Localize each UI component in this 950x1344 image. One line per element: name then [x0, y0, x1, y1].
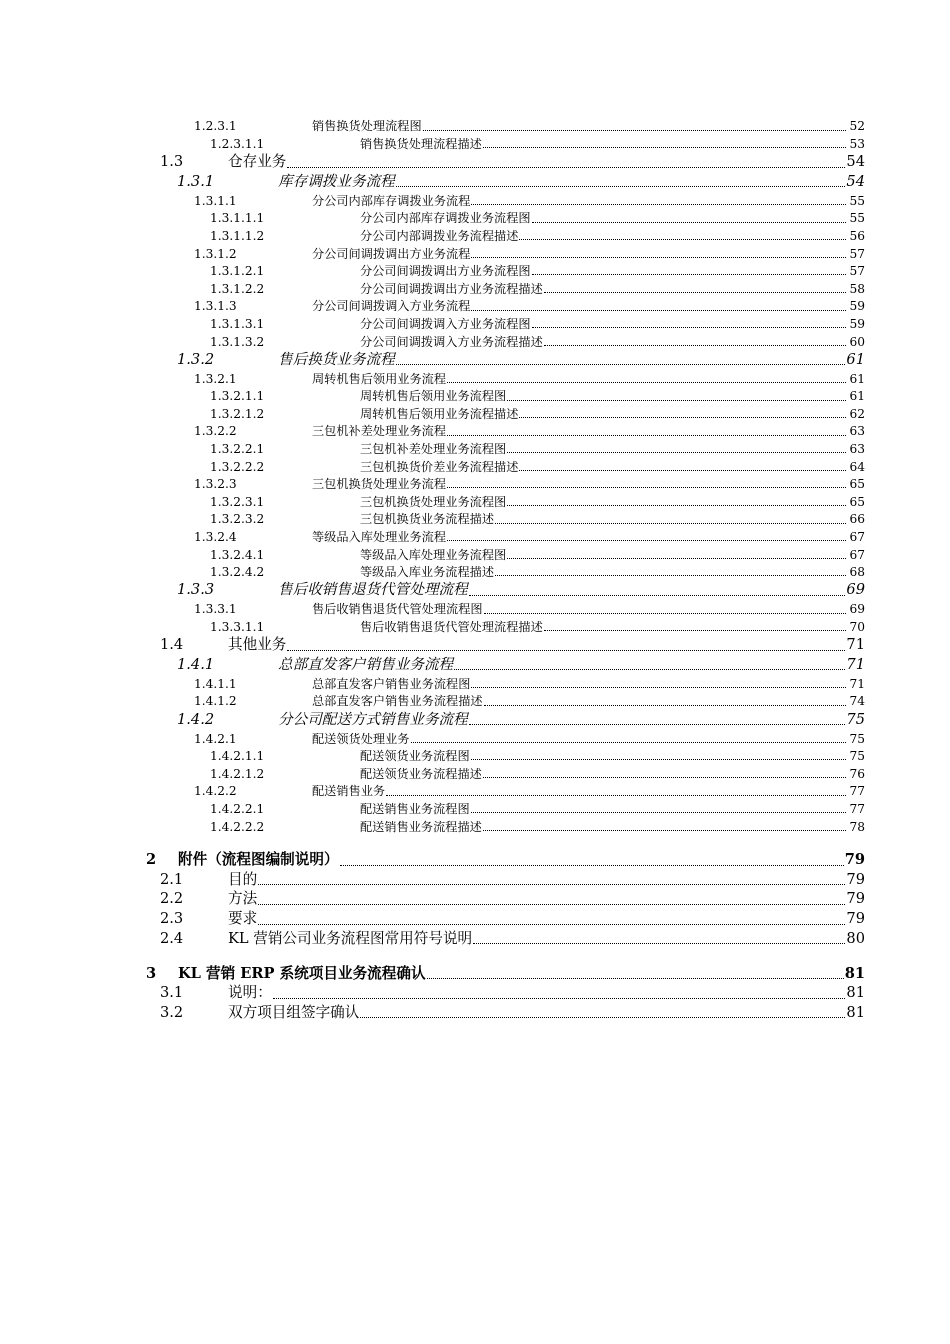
toc-entry-number: 1.3.1.2: [194, 246, 237, 261]
toc-entry-page-number: 75: [849, 749, 865, 764]
toc-entry[interactable]: [0, 349, 950, 369]
toc-entry[interactable]: [0, 654, 950, 674]
toc-entry-number: 1.3.3.1.1: [210, 620, 265, 635]
toc-entry-number: 2: [146, 851, 157, 869]
toc-entry-title: 说明：: [228, 984, 272, 1002]
toc-entry-number: 1.3.2.1.2: [210, 406, 265, 421]
toc-entry[interactable]: [0, 634, 950, 654]
toc-entry-page-number: 59: [849, 316, 865, 331]
toc-entry[interactable]: [0, 404, 950, 422]
toc-entry-number: 1.4.2: [177, 710, 215, 728]
toc-entry-number: 1.3.2.2: [194, 424, 237, 439]
toc-entry-number: 1.3.1.2.1: [210, 264, 265, 279]
toc-leader-dots: [258, 924, 845, 925]
toc-leader-dots: [532, 327, 846, 328]
toc-entry-title: 分公司间调拨调入方业务流程: [312, 299, 471, 314]
toc-entry-title: 三包机换货业务流程描述: [360, 512, 495, 527]
toc-leader-dots: [483, 777, 846, 778]
toc-entry-page-number: 81: [846, 984, 865, 1002]
toc-leader-dots: [447, 435, 846, 436]
toc-entry-page-number: 61: [846, 350, 865, 368]
toc-entry-page-number: 61: [849, 389, 865, 404]
toc-entry-title: 售后收销售退货代管处理流程描述: [360, 620, 543, 635]
toc-entry[interactable]: [0, 527, 950, 545]
toc-entry[interactable]: [0, 928, 950, 948]
toc-leader-dots: [483, 147, 846, 148]
toc-entry-page-number: 71: [846, 636, 865, 654]
toc-entry-number: 1.3.1.1.1: [210, 211, 265, 226]
toc-entry-page-number: 79: [846, 890, 865, 908]
toc-entry-page-number: 81: [846, 1003, 865, 1021]
toc-entry[interactable]: [0, 691, 950, 709]
toc-leader-dots: [532, 274, 846, 275]
toc-entry-number: 1.3.2.1.1: [210, 389, 265, 404]
toc-entry-page-number: 57: [849, 246, 865, 261]
toc-leader-dots: [519, 470, 846, 471]
toc-entry-title: 三包机换货价差业务流程描述: [360, 459, 519, 474]
toc-leader-dots: [396, 186, 845, 187]
toc-entry-page-number: 60: [849, 334, 865, 349]
toc-leader-dots: [495, 523, 846, 524]
toc-entry-page-number: 75: [846, 710, 865, 728]
toc-leader-dots: [386, 795, 846, 796]
toc-entry-title: 要求: [228, 909, 258, 927]
toc-entry-title: 分公司间调拨调出方业务流程图: [360, 264, 531, 279]
toc-entry-title: 销售换货处理流程描述: [360, 136, 482, 151]
toc-entry[interactable]: [0, 456, 950, 474]
toc-entry[interactable]: [0, 709, 950, 729]
toc-entry-page-number: 67: [849, 547, 865, 562]
toc-entry[interactable]: [0, 261, 950, 279]
toc-leader-dots: [471, 687, 846, 688]
toc-entry-title: 等级品入库业务流程描述: [360, 565, 495, 580]
toc-entry-title: 配送领货业务流程描述: [360, 766, 482, 781]
toc-leader-dots: [427, 978, 844, 979]
toc-entry-title: 库存调拨业务流程: [278, 172, 395, 190]
toc-leader-dots: [544, 345, 846, 346]
toc-entry[interactable]: [0, 296, 950, 314]
toc-entry-number: 3.2: [160, 1003, 184, 1021]
toc-leader-dots: [471, 310, 846, 311]
toc-entry-number: 3.1: [160, 984, 184, 1002]
toc-entry-number: 1.4.1: [177, 655, 215, 673]
toc-leader-dots: [447, 540, 846, 541]
toc-entry-title: 售后换货业务流程: [278, 350, 395, 368]
toc-leader-dots: [340, 865, 844, 866]
toc-entry-number: 2.4: [160, 929, 184, 947]
toc-entry-title: 三包机补差处理业务流程图: [360, 442, 507, 457]
toc-entry-number: 1.3.2.4.2: [210, 565, 265, 580]
toc-entry-title: 三包机换货处理业务流程图: [360, 494, 507, 509]
toc-entry-number: 1.4.1.1: [194, 676, 237, 691]
toc-entry[interactable]: [0, 763, 950, 781]
toc-entry[interactable]: [0, 368, 950, 386]
toc-entry-title: KL 营销公司业务流程图常用符号说明: [228, 929, 473, 947]
toc-entry-title: 分公司内部库存调拨业务流程: [312, 193, 471, 208]
toc-entry-page-number: 71: [846, 655, 865, 673]
table-of-contents: [0, 116, 950, 1021]
toc-leader-dots: [454, 669, 845, 670]
toc-entry[interactable]: [0, 746, 950, 764]
toc-entry-page-number: 80: [846, 929, 865, 947]
toc-entry-page-number: 69: [849, 602, 865, 617]
toc-entry-page-number: 69: [846, 581, 865, 599]
toc-entry[interactable]: [0, 474, 950, 492]
toc-leader-dots: [360, 1017, 845, 1018]
toc-entry-title: 配送领货业务流程图: [360, 749, 470, 764]
toc-entry-page-number: 57: [849, 264, 865, 279]
toc-entry-number: 2.3: [160, 909, 184, 927]
toc-entry-page-number: 79: [846, 909, 865, 927]
toc-entry[interactable]: [0, 386, 950, 404]
toc-entry[interactable]: [0, 888, 950, 908]
toc-entry-title: 销售换货处理流程图: [312, 119, 422, 134]
toc-entry-number: 1.3.3.1: [194, 602, 237, 617]
toc-entry-number: 1.3.1.2.2: [210, 281, 265, 296]
toc-leader-dots: [544, 292, 846, 293]
toc-entry-title: 总部直发客户销售业务流程图: [312, 676, 471, 691]
toc-entry-number: 1.3.2: [177, 350, 215, 368]
toc-leader-dots: [473, 943, 845, 944]
toc-leader-dots: [471, 812, 846, 813]
toc-entry-page-number: 67: [849, 530, 865, 545]
toc-entry-number: 1.3.2.4: [194, 530, 237, 545]
toc-leader-dots: [507, 400, 846, 401]
toc-entry-title: 周转机售后领用业务流程: [312, 371, 447, 386]
toc-leader-dots: [483, 830, 846, 831]
toc-entry-title: 配送领货处理业务: [312, 731, 410, 746]
toc-entry-page-number: 70: [849, 620, 865, 635]
toc-entry-page-number: 53: [849, 136, 865, 151]
toc-leader-dots: [484, 705, 846, 706]
toc-entry-page-number: 63: [849, 442, 865, 457]
toc-entry[interactable]: [0, 151, 950, 171]
toc-entry-title: 分公司间调拨调出方业务流程: [312, 246, 471, 261]
toc-entry-number: 1.3.1.1: [194, 193, 237, 208]
toc-entry-page-number: 75: [849, 731, 865, 746]
toc-entry-page-number: 79: [844, 851, 865, 869]
toc-entry-page-number: 81: [844, 964, 865, 982]
toc-leader-dots: [469, 595, 845, 596]
toc-entry-page-number: 58: [849, 281, 865, 296]
toc-entry-number: 1.2.3.1: [194, 119, 237, 134]
toc-entry[interactable]: [0, 1002, 950, 1022]
toc-entry-page-number: 54: [846, 172, 865, 190]
toc-entry-number: 1.3.2.2.2: [210, 459, 265, 474]
toc-entry-title: 仓存业务: [228, 153, 287, 171]
toc-entry[interactable]: [0, 278, 950, 296]
toc-entry-page-number: 65: [849, 494, 865, 509]
toc-leader-dots: [273, 998, 845, 999]
toc-entry-number: 1.4.2.2.2: [210, 819, 265, 834]
toc-entry-number: 1.3.1.3.2: [210, 334, 265, 349]
toc-entry-page-number: 78: [849, 819, 865, 834]
toc-entry-title: 售后收销售退货代管处理流程图: [312, 602, 483, 617]
toc-entry[interactable]: [0, 617, 950, 635]
toc-entry-title: 分公司内部调拨业务流程描述: [360, 228, 519, 243]
toc-leader-dots: [471, 759, 846, 760]
toc-entry-page-number: 61: [849, 371, 865, 386]
toc-leader-dots: [411, 742, 846, 743]
toc-entry[interactable]: [0, 243, 950, 261]
toc-entry-number: 1.4.2.1.1: [210, 749, 265, 764]
toc-entry[interactable]: [0, 673, 950, 691]
toc-entry-number: 1.3.2.4.1: [210, 547, 265, 562]
toc-entry-number: 1.3.2.3.2: [210, 512, 265, 527]
toc-entry[interactable]: [0, 314, 950, 332]
toc-entry[interactable]: [0, 869, 950, 889]
toc-leader-dots: [532, 222, 846, 223]
toc-leader-dots: [287, 650, 845, 651]
toc-entry-title: 配送销售业务流程描述: [360, 819, 482, 834]
toc-entry[interactable]: [0, 947, 950, 982]
toc-entry-number: 1.4.2.1.2: [210, 766, 265, 781]
toc-entry-number: 1.3.1.3.1: [210, 316, 265, 331]
toc-entry[interactable]: [0, 579, 950, 599]
toc-entry-page-number: 77: [849, 801, 865, 816]
toc-entry-page-number: 66: [849, 512, 865, 527]
toc-entry-page-number: 56: [849, 228, 865, 243]
toc-entry-number: 1.4.2.2.1: [210, 801, 265, 816]
toc-entry-title: 等级品入库处理业务流程图: [360, 547, 507, 562]
toc-entry-number: 1.3: [160, 153, 184, 171]
toc-entry[interactable]: [0, 421, 950, 439]
toc-leader-dots: [447, 382, 846, 383]
toc-entry-title: 售后收销售退货代管处理流程: [278, 581, 468, 599]
toc-leader-dots: [471, 257, 846, 258]
toc-entry-number: 1.3.1.3: [194, 299, 237, 314]
toc-entry[interactable]: [0, 544, 950, 562]
toc-entry-page-number: 77: [849, 784, 865, 799]
toc-entry-page-number: 52: [849, 119, 865, 134]
toc-entry-page-number: 55: [849, 193, 865, 208]
toc-entry-page-number: 76: [849, 766, 865, 781]
toc-entry-number: 1.3.2.3.1: [210, 494, 265, 509]
toc-entry[interactable]: [0, 439, 950, 457]
toc-entry[interactable]: [0, 491, 950, 509]
toc-leader-dots: [544, 630, 846, 631]
toc-entry-number: 2.1: [160, 870, 184, 888]
toc-entry-page-number: 64: [849, 459, 865, 474]
toc-entry[interactable]: [0, 509, 950, 527]
toc-leader-dots: [507, 558, 846, 559]
toc-entry-page-number: 54: [846, 153, 865, 171]
toc-entry-title: 三包机换货处理业务流程: [312, 477, 447, 492]
toc-entry-number: 1.4: [160, 636, 184, 654]
toc-entry-number: 1.4.1.2: [194, 694, 237, 709]
toc-entry-number: 1.2.3.1.1: [210, 136, 265, 151]
toc-entry-title: 方法: [228, 890, 258, 908]
toc-entry-number: 3: [146, 964, 157, 982]
toc-entry-number: 1.4.2.1: [194, 731, 237, 746]
toc-entry-title: 附件（流程图编制说明）: [178, 851, 339, 869]
toc-entry[interactable]: [0, 116, 950, 134]
toc-leader-dots: [507, 505, 846, 506]
toc-entry-number: 1.3.2.3: [194, 477, 237, 492]
toc-entry-title: 三包机补差处理业务流程: [312, 424, 447, 439]
toc-entry[interactable]: [0, 190, 950, 208]
toc-entry-title: 分公司间调拨调出方业务流程描述: [360, 281, 543, 296]
toc-entry[interactable]: [0, 834, 950, 869]
toc-entry[interactable]: [0, 781, 950, 799]
toc-entry-page-number: 79: [846, 870, 865, 888]
toc-entry-title: 等级品入库处理业务流程: [312, 530, 447, 545]
toc-leader-dots: [447, 487, 846, 488]
toc-entry-title: 周转机售后领用业务流程图: [360, 389, 507, 404]
toc-entry[interactable]: [0, 226, 950, 244]
toc-leader-dots: [469, 724, 845, 725]
toc-entry-page-number: 59: [849, 299, 865, 314]
toc-leader-dots: [287, 167, 845, 168]
toc-entry-page-number: 62: [849, 406, 865, 421]
toc-entry-number: 1.3.2.2.1: [210, 442, 265, 457]
toc-entry[interactable]: [0, 816, 950, 834]
toc-entry[interactable]: [0, 982, 950, 1002]
toc-entry-number: 1.4.2.2: [194, 784, 237, 799]
toc-entry-title: 目的: [228, 870, 258, 888]
toc-leader-dots: [507, 452, 846, 453]
toc-entry-title: KL 营销 ERP 系统项目业务流程确认: [178, 964, 426, 982]
toc-entry-title: 其他业务: [228, 636, 287, 654]
toc-entry-page-number: 55: [849, 211, 865, 226]
toc-entry-title: 分公司配送方式销售业务流程: [278, 710, 468, 728]
toc-entry-number: 1.3.2.1: [194, 371, 237, 386]
toc-leader-dots: [258, 884, 845, 885]
toc-entry-page-number: 71: [849, 676, 865, 691]
toc-leader-dots: [471, 204, 846, 205]
toc-entry-number: 1.3.1: [177, 172, 215, 190]
toc-leader-dots: [495, 575, 846, 576]
toc-entry-title: 配送销售业务: [312, 784, 386, 799]
toc-entry[interactable]: [0, 599, 950, 617]
toc-entry-number: 1.3.3: [177, 581, 215, 599]
toc-entry-title: 配送销售业务流程图: [360, 801, 470, 816]
toc-entry-title: 总部直发客户销售业务流程: [278, 655, 454, 673]
toc-entry-title: 周转机售后领用业务流程描述: [360, 406, 519, 421]
toc-entry[interactable]: [0, 728, 950, 746]
toc-entry[interactable]: [0, 331, 950, 349]
toc-leader-dots: [519, 239, 846, 240]
toc-entry-title: 总部直发客户销售业务流程描述: [312, 694, 483, 709]
toc-leader-dots: [519, 417, 846, 418]
toc-entry[interactable]: [0, 171, 950, 191]
toc-entry-number: 2.2: [160, 890, 184, 908]
toc-entry-page-number: 65: [849, 477, 865, 492]
toc-entry-title: 分公司间调拨调入方业务流程描述: [360, 334, 543, 349]
toc-entry-page-number: 68: [849, 565, 865, 580]
toc-entry[interactable]: [0, 562, 950, 580]
toc-leader-dots: [423, 130, 846, 131]
toc-leader-dots: [258, 904, 845, 905]
toc-entry-title: 分公司间调拨调入方业务流程图: [360, 316, 531, 331]
toc-entry[interactable]: [0, 208, 950, 226]
toc-leader-dots: [396, 364, 845, 365]
toc-leader-dots: [484, 613, 846, 614]
toc-entry-title: 双方项目组签字确认: [228, 1003, 360, 1021]
toc-entry-title: 分公司内部库存调拨业务流程图: [360, 211, 531, 226]
toc-entry-number: 1.3.1.1.2: [210, 228, 265, 243]
toc-entry-page-number: 74: [849, 694, 865, 709]
toc-entry[interactable]: [0, 134, 950, 152]
toc-entry-page-number: 63: [849, 424, 865, 439]
toc-entry[interactable]: [0, 908, 950, 928]
toc-entry[interactable]: [0, 799, 950, 817]
